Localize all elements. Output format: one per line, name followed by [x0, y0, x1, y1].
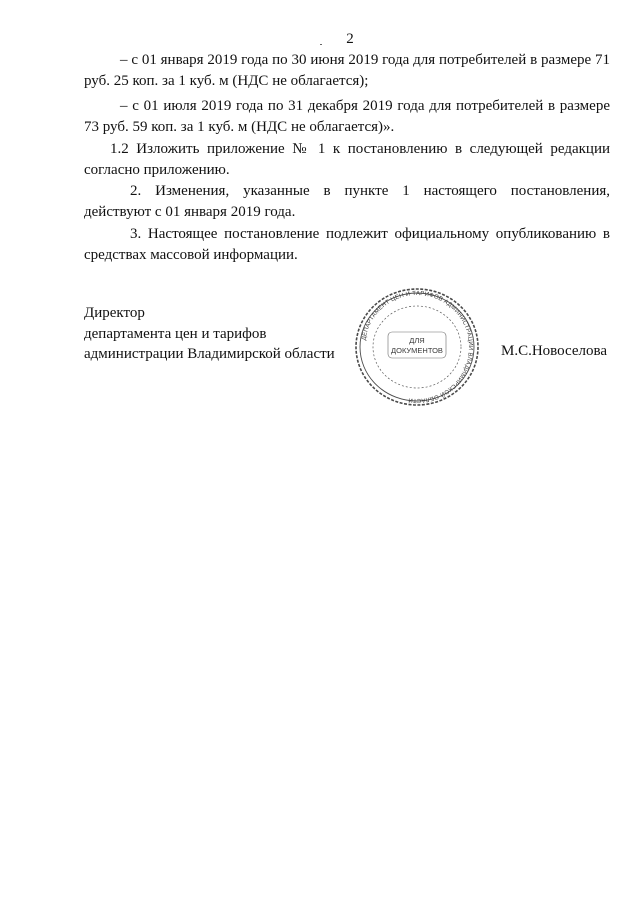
- seal-ring-text: ДЕПАРТАМЕНТ ЦЕН И ТАРИФОВ АДМИНИСТРАЦИИ ВЛАДИМИРСКОЙ ОБЛАСТИ: [361, 290, 474, 404]
- signatory-title-line: департамента цен и тарифов: [84, 325, 267, 342]
- page-number: 2: [346, 31, 354, 47]
- scan-mark: [320, 44, 322, 45]
- seal-center-text-line1: ДЛЯ: [409, 336, 425, 345]
- paragraph-tariff-period-2: – с 01 июля 2019 года по 31 декабря 2019 года для потребителей в размере 73 руб. 59 коп. за 1 куб. м (НДС не облагается)».: [84, 98, 610, 135]
- official-seal: [352, 285, 482, 409]
- signatory-title-line: администрации Владимирской области: [84, 346, 335, 362]
- seal-center-text-line2: ДОКУМЕНТОВ: [391, 346, 443, 355]
- signatory-name: М.С.Новоселова: [501, 343, 608, 359]
- paragraph-tariff-period-1: – с 01 января 2019 года по 30 июня 2019 года для потребителей в размере 71 руб. 25 коп. за 1 куб. м (НДС не облагается);: [84, 52, 610, 89]
- signatory-title: [84, 303, 335, 365]
- paragraph-item-3: 3. Настоящее постановление подлежит официальному опубликованию в средствах массовой информации.: [84, 226, 610, 263]
- paragraph-item-1-2: 1.2 Изложить приложение № 1 к постановлению в следующей редакции согласно приложению.: [84, 141, 610, 178]
- paragraph-item-2: 2. Изменения, указанные в пункте 1 настоящего постановления, действуют с 01 января 2019 года.: [84, 183, 610, 220]
- signatory-title-line: Директор: [84, 305, 145, 321]
